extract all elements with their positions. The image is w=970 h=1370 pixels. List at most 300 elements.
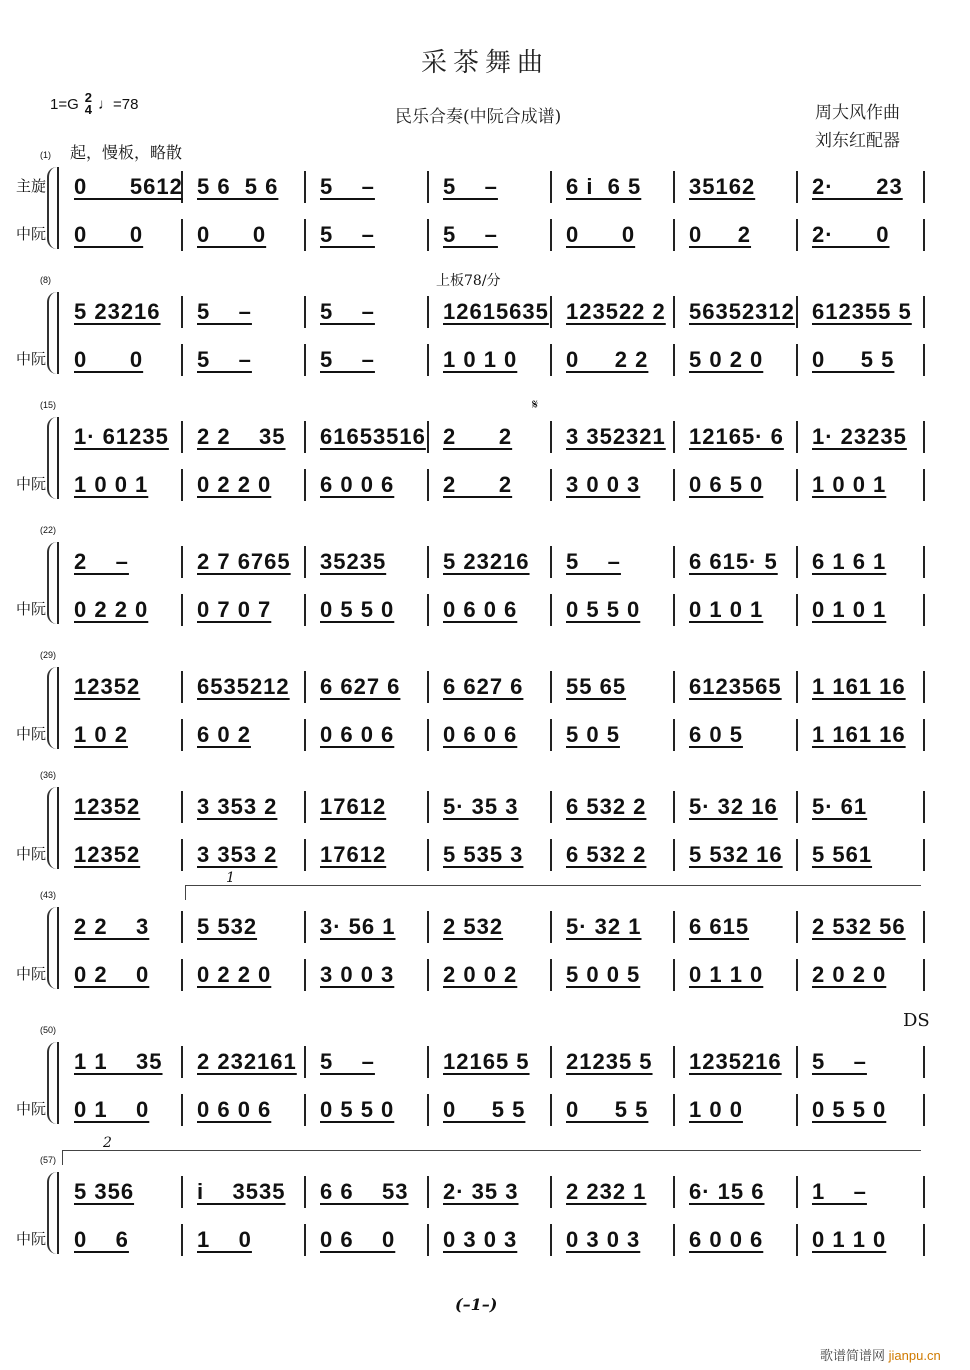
measure (183, 1046, 306, 1078)
measure (675, 1094, 798, 1126)
notes: 12615635 (443, 299, 549, 324)
measure (675, 594, 798, 626)
notes: 2 2 (443, 424, 513, 449)
measure (60, 344, 183, 376)
measure (675, 344, 798, 376)
measure-number: (57) (40, 1155, 57, 1165)
measure (60, 1176, 183, 1208)
notes: 0 2 2 (566, 347, 649, 372)
notes: 21235 5 (566, 1049, 653, 1074)
notes: 6123565 (689, 674, 782, 699)
notes: 0 2 2 0 (197, 472, 272, 497)
notes: 2 532 (443, 914, 504, 939)
notes: 0 6 0 6 (320, 722, 395, 747)
measure (60, 469, 183, 501)
notes: 1 0 0 1 (74, 472, 149, 497)
measure (798, 1176, 925, 1208)
notes: 35235 (320, 549, 387, 574)
notes: 1 0 0 (689, 1097, 743, 1122)
notes: 0 6 (74, 1227, 129, 1252)
notes: 2 2 (443, 472, 513, 497)
notes: 1 0 2 (74, 722, 128, 747)
notes: 1 161 16 (812, 722, 906, 747)
measure (306, 791, 429, 823)
notes: 5 23216 (74, 299, 161, 324)
notes: 0 5 5 0 (320, 1097, 395, 1122)
measure (552, 719, 675, 751)
notes: 56352312 (689, 299, 795, 324)
measure (183, 959, 306, 991)
measure (675, 719, 798, 751)
notes: 2· 23 (812, 174, 903, 199)
notes: 6 627 6 (320, 674, 401, 699)
notes: 0 5 5 (812, 347, 895, 372)
zhongruan-staff (60, 719, 925, 751)
measure (183, 1176, 306, 1208)
notes: 6 615· 5 (689, 549, 778, 574)
measure (552, 671, 675, 703)
notes: 5 0 2 0 (689, 347, 764, 372)
notes: 5 – (812, 1049, 867, 1074)
notes: 0 1 0 1 (689, 597, 764, 622)
measure (429, 1046, 552, 1078)
notes: 5· 35 3 (443, 794, 519, 819)
instrument-label-zhongruan: 中阮 (16, 725, 47, 743)
notes: 12352 (74, 842, 141, 867)
measure (183, 719, 306, 751)
instrument-label-main: 主旋 (16, 177, 47, 195)
volta-number: 2 (103, 1135, 112, 1151)
notes: 6· 15 6 (689, 1179, 765, 1204)
measure (798, 1046, 925, 1078)
measure (60, 839, 183, 871)
notes: 0 1 1 0 (812, 1227, 887, 1252)
measure (552, 546, 675, 578)
performance-mark: DS (903, 1010, 930, 1031)
measure (306, 296, 429, 328)
measure (429, 791, 552, 823)
notes: 2· 0 (812, 222, 890, 247)
notes: 5 0 0 5 (566, 962, 641, 987)
measure (552, 469, 675, 501)
staff-brace (47, 292, 57, 374)
instrument-label-zhongruan: 中阮 (16, 845, 47, 863)
measure (60, 791, 183, 823)
notes: 17612 (320, 842, 387, 867)
notes: 5 0 5 (566, 722, 620, 747)
notes: 0 2 (689, 222, 752, 247)
notes: 6 0 5 (689, 722, 743, 747)
notes: 2 – (74, 549, 129, 574)
measure (675, 1176, 798, 1208)
measure (798, 421, 925, 453)
measure (306, 839, 429, 871)
system-barline (57, 667, 59, 749)
notes: 0 0 (74, 222, 144, 247)
notes: 12165· 6 (689, 424, 784, 449)
instrument-label-zhongruan: 中阮 (16, 225, 47, 243)
measure-number: (22) (40, 525, 57, 535)
measure (675, 911, 798, 943)
notes: 1 161 16 (812, 674, 906, 699)
measure (429, 421, 552, 453)
measure (183, 344, 306, 376)
measure (798, 296, 925, 328)
tempo: ♩=78 (98, 95, 139, 113)
measure (183, 839, 306, 871)
measure (60, 296, 183, 328)
system-barline (57, 907, 59, 989)
melody-staff (60, 1046, 925, 1078)
measure (552, 791, 675, 823)
notes: 5· 32 1 (566, 914, 642, 939)
measure (675, 1224, 798, 1256)
measure (552, 171, 675, 203)
measure (306, 219, 429, 251)
measure (552, 344, 675, 376)
system-barline (57, 1042, 59, 1124)
notes: 1 0 0 1 (812, 472, 887, 497)
zhongruan-staff (60, 839, 925, 871)
system-barline (57, 1172, 59, 1254)
opening-instruction: 起，慢板，略散 (70, 143, 183, 162)
measure (306, 469, 429, 501)
notes: 5 532 16 (689, 842, 783, 867)
measure (306, 1224, 429, 1256)
measure (675, 1046, 798, 1078)
notes: 3· 56 1 (320, 914, 396, 939)
measure (429, 911, 552, 943)
measure (429, 1224, 552, 1256)
score-title: 采茶舞曲 (420, 48, 549, 78)
instrument-label-zhongruan: 中阮 (16, 1100, 47, 1118)
notes: 3 353 2 (197, 842, 278, 867)
measure (429, 219, 552, 251)
measure (429, 839, 552, 871)
notes: 2 7 6765 (197, 549, 291, 574)
notes: 6 0 0 6 (320, 472, 395, 497)
system-barline (57, 292, 59, 374)
measure (798, 1094, 925, 1126)
measure (60, 719, 183, 751)
measure (429, 344, 552, 376)
staff-brace (47, 542, 57, 624)
notes: 0 7 0 7 (197, 597, 272, 622)
notes: 0 5 5 0 (566, 597, 641, 622)
measure (675, 671, 798, 703)
notes: 5· 32 16 (689, 794, 778, 819)
notes: 5 – (320, 299, 375, 324)
performance-mark: 上板78/分 (436, 273, 501, 289)
notes: 5 – (443, 222, 498, 247)
volta-number: 1 (226, 870, 235, 886)
notes: 123522 2 (566, 299, 666, 324)
notes: 2 2 35 (197, 424, 286, 449)
notes: 55 65 (566, 674, 627, 699)
measure (183, 594, 306, 626)
notes: 5 – (320, 1049, 375, 1074)
key-signature (50, 92, 138, 116)
notes: 6 6 53 (320, 1179, 409, 1204)
measure (306, 719, 429, 751)
notes: 0 5 5 (566, 1097, 649, 1122)
notes: 12165 5 (443, 1049, 530, 1074)
notes: 2 232161 (197, 1049, 297, 1074)
notes: 1 – (812, 1179, 867, 1204)
measure-number: (8) (40, 275, 51, 285)
notes: i 3535 (197, 1179, 286, 1204)
system-barline (57, 542, 59, 624)
notes: 6 615 (689, 914, 750, 939)
measure (798, 594, 925, 626)
measure (60, 421, 183, 453)
notes: 0 6 0 (320, 1227, 396, 1252)
melody-staff (60, 171, 925, 203)
measure (798, 911, 925, 943)
measure (306, 594, 429, 626)
notes: 0 6 0 6 (443, 722, 518, 747)
system-barline (57, 787, 59, 869)
notes: 5 532 (197, 914, 258, 939)
measure (675, 546, 798, 578)
notes: 2 0 0 2 (443, 962, 518, 987)
subtitle: 民乐合奏(中阮合成谱) (395, 107, 562, 127)
staff-brace (47, 1172, 57, 1254)
notes: 61653516 (320, 424, 426, 449)
notes: 0 6 0 6 (197, 1097, 272, 1122)
notes: 0 5 5 0 (320, 597, 395, 622)
notes: 2· 35 3 (443, 1179, 519, 1204)
notes: 12352 (74, 674, 141, 699)
measure-number: (43) (40, 890, 57, 900)
notes: 5 6 5 6 (197, 174, 279, 199)
notes: 0 5 5 (443, 1097, 526, 1122)
measure (798, 959, 925, 991)
melody-staff (60, 296, 925, 328)
measure (552, 1094, 675, 1126)
measure (183, 1224, 306, 1256)
arranger: 刘东红配器 (815, 131, 900, 151)
zhongruan-staff (60, 344, 925, 376)
measure (60, 219, 183, 251)
notes: 3 353 2 (197, 794, 278, 819)
zhongruan-staff (60, 219, 925, 251)
instrument-label-zhongruan: 中阮 (16, 1230, 47, 1248)
notes: 5 – (197, 347, 252, 372)
measure (306, 1046, 429, 1078)
notes: 1· 61235 (74, 424, 169, 449)
notes: 6535212 (197, 674, 290, 699)
notes: 17612 (320, 794, 387, 819)
measure (60, 671, 183, 703)
notes: 6 1 6 1 (812, 549, 887, 574)
notes: 5 – (320, 347, 375, 372)
notes: 5 535 3 (443, 842, 524, 867)
notes: 3 352321 (566, 424, 666, 449)
measure (798, 791, 925, 823)
notes: 0 1 0 1 (812, 597, 887, 622)
notes: 0 2 0 (74, 962, 150, 987)
measure (798, 671, 925, 703)
measure (552, 959, 675, 991)
notes: 5· 61 (812, 794, 868, 819)
notes: 5 – (320, 222, 375, 247)
instrument-label-zhongruan: 中阮 (16, 600, 47, 618)
notes: 612355 5 (812, 299, 912, 324)
zhongruan-staff (60, 959, 925, 991)
notes: 0 3 0 3 (566, 1227, 641, 1252)
measure-number: (29) (40, 650, 57, 660)
notes: 0 1 1 0 (689, 962, 764, 987)
instrument-label-zhongruan: 中阮 (16, 965, 47, 983)
notes: 0 0 (197, 222, 267, 247)
measure (306, 421, 429, 453)
measure (306, 344, 429, 376)
melody-staff (60, 421, 925, 453)
melody-staff (60, 911, 925, 943)
performance-mark: 𝄋 (532, 397, 539, 413)
notes: 3 0 0 3 (320, 962, 395, 987)
measure (675, 421, 798, 453)
staff-brace (47, 667, 57, 749)
measure (798, 344, 925, 376)
notes: 1 0 1 0 (443, 347, 518, 372)
notes: 0 0 (74, 347, 144, 372)
measure (675, 296, 798, 328)
measure (60, 1046, 183, 1078)
measure (798, 546, 925, 578)
measure (183, 219, 306, 251)
composer: 周大风作曲 (815, 103, 900, 123)
measure (183, 671, 306, 703)
measure (60, 1224, 183, 1256)
notes: 5 356 (74, 1179, 135, 1204)
zhongruan-staff (60, 1224, 925, 1256)
notes: 0 6 0 6 (443, 597, 518, 622)
notes: 5 – (566, 549, 621, 574)
measure (552, 594, 675, 626)
measure (552, 296, 675, 328)
instrument-label-zhongruan: 中阮 (16, 475, 47, 493)
instrument-label-zhongruan: 中阮 (16, 350, 47, 368)
melody-staff (60, 1176, 925, 1208)
measure (429, 671, 552, 703)
staff-brace (47, 907, 57, 989)
notes: 6 627 6 (443, 674, 524, 699)
system-barline (57, 417, 59, 499)
system-barline (57, 167, 59, 249)
notes: 12352 (74, 794, 141, 819)
measure (429, 959, 552, 991)
notes: 0 5612 (74, 174, 183, 199)
measure (183, 791, 306, 823)
notes: 1 0 (197, 1227, 252, 1252)
notes: 6 0 2 (197, 722, 251, 747)
notes: 1 1 35 (74, 1049, 163, 1074)
measure (429, 296, 552, 328)
staff-brace (47, 1042, 57, 1124)
measure (306, 546, 429, 578)
measure (675, 171, 798, 203)
measure (306, 171, 429, 203)
measure (675, 469, 798, 501)
measure-number: (15) (40, 400, 57, 410)
melody-staff (60, 546, 925, 578)
notes: 0 2 2 0 (197, 962, 272, 987)
measure (60, 546, 183, 578)
measure (552, 1176, 675, 1208)
measure (429, 171, 552, 203)
measure (798, 469, 925, 501)
notes: 35162 (689, 174, 756, 199)
notes: 0 1 0 (74, 1097, 150, 1122)
notes: 2 2 3 (74, 914, 150, 939)
notes: 0 6 5 0 (689, 472, 764, 497)
notes: 0 5 5 0 (812, 1097, 887, 1122)
melody-staff (60, 671, 925, 703)
measure (306, 1176, 429, 1208)
notes: 2 0 2 0 (812, 962, 887, 987)
measure (306, 959, 429, 991)
measure (183, 421, 306, 453)
notes: 5 561 (812, 842, 873, 867)
measure (798, 171, 925, 203)
measure (552, 1046, 675, 1078)
page-number: (–1–) (455, 1295, 498, 1314)
measure (552, 1224, 675, 1256)
measure (552, 839, 675, 871)
measure (429, 469, 552, 501)
zhongruan-staff (60, 469, 925, 501)
measure (675, 219, 798, 251)
measure (429, 594, 552, 626)
notes: 6 532 2 (566, 842, 647, 867)
measure (306, 671, 429, 703)
measure (306, 911, 429, 943)
measure (798, 219, 925, 251)
measure (552, 219, 675, 251)
notes: 6 0 0 6 (689, 1227, 764, 1252)
notes: 6 i 6 5 (566, 174, 642, 199)
volta-bracket (185, 870, 921, 900)
measure (60, 959, 183, 991)
measure (183, 469, 306, 501)
zhongruan-staff (60, 1094, 925, 1126)
notes: 6 532 2 (566, 794, 647, 819)
volta-bracket (62, 1135, 921, 1165)
staff-brace (47, 787, 57, 869)
measure (798, 719, 925, 751)
measure (429, 1176, 552, 1208)
measure (675, 839, 798, 871)
measure (60, 1094, 183, 1126)
measure (798, 1224, 925, 1256)
notes: 5 – (320, 174, 375, 199)
measure (429, 719, 552, 751)
measure (675, 959, 798, 991)
notes: 5 – (197, 299, 252, 324)
time-signature: 2 4 (84, 90, 93, 117)
measure-number: (1) (40, 150, 51, 160)
melody-staff (60, 791, 925, 823)
notes: 1235216 (689, 1049, 782, 1074)
notes: 0 2 2 0 (74, 597, 149, 622)
notes: 5 23216 (443, 549, 530, 574)
watermark: 歌谱简谱网 jianpu.cn (820, 1348, 941, 1363)
measure (429, 1094, 552, 1126)
measure (552, 911, 675, 943)
staff-brace (47, 167, 57, 249)
